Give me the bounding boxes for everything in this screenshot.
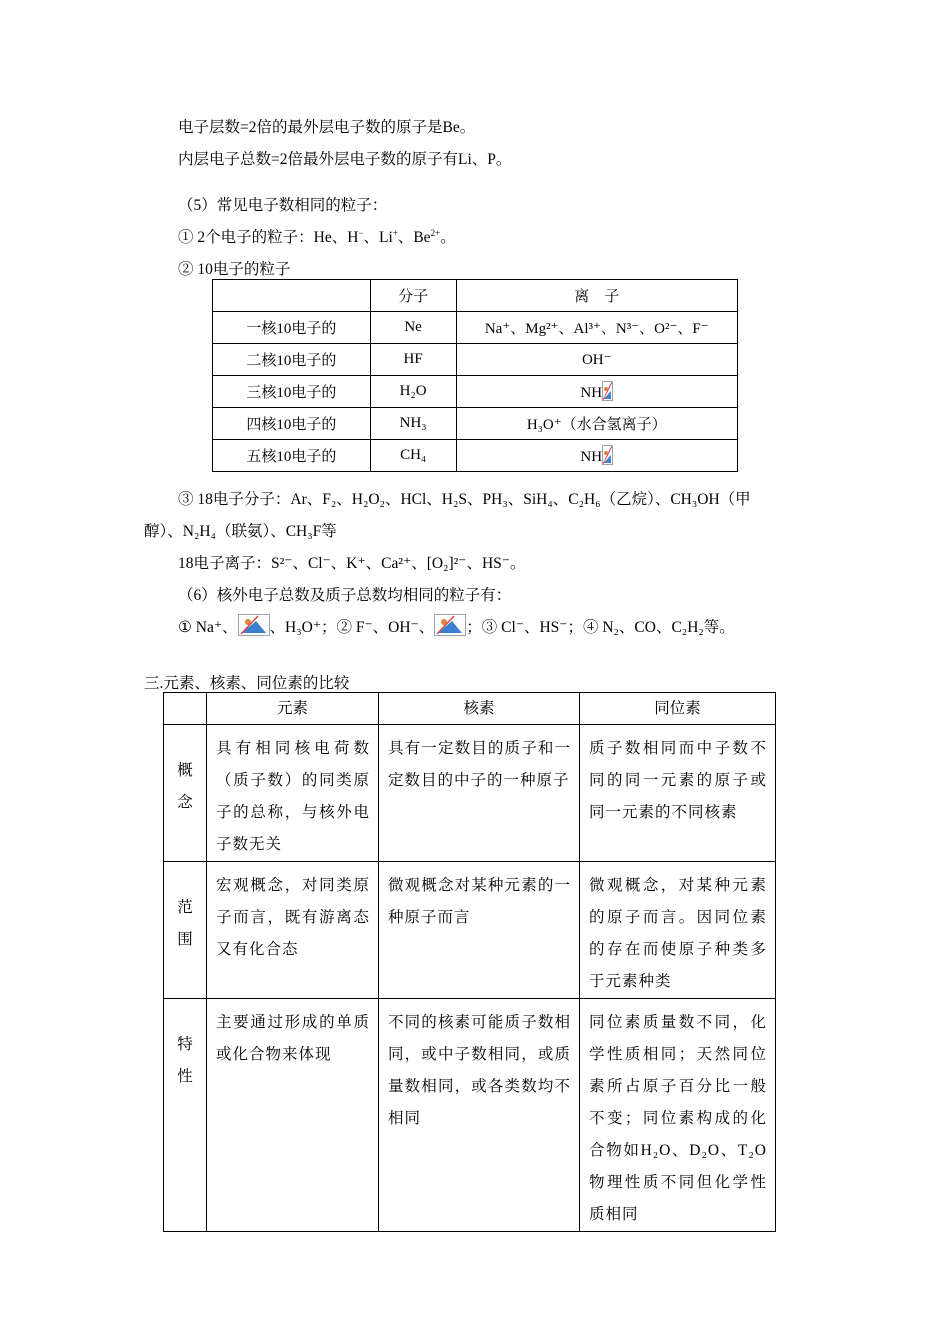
two-e-text-b: 、Li (363, 229, 393, 246)
cell-nuclide: 不同的核素可能质子数相同，或中子数相同，或质量数相同，或各类数均不相同 (379, 999, 580, 1232)
broken-image-icon (602, 445, 613, 465)
row-ions-cell (456, 440, 737, 472)
table-row (164, 725, 776, 862)
same-particles-line (178, 614, 735, 638)
header-isotope: 同位素 (580, 693, 776, 725)
header-ions: 离 子 (456, 280, 737, 312)
header-empty (164, 693, 207, 725)
cell-isotope: 微观概念，对某种元素的原子而言。因同位素的存在而使原子种类多于元素种类 (580, 862, 776, 999)
table-header-row (213, 280, 738, 312)
row-ions: Na⁺、Mg²⁺、Al³⁺、N³⁻、O²⁻、F⁻ (456, 312, 737, 344)
table-row (213, 344, 738, 376)
same-part-3: ；③ Cl⁻、HS⁻；④ N₂、CO、C₂H₂等。 (466, 619, 735, 636)
table-row (213, 408, 738, 440)
row-molecule: HF (370, 344, 456, 376)
cell-isotope: 质子数相同而中子数不同的同一元素的原子或同一元素的不同核素 (580, 725, 776, 862)
e18-line-3: 18电子离子：S²⁻、Cl⁻、K⁺、Ca²⁺、[O₂]²⁻、HS⁻。 (178, 555, 526, 572)
section-3-title: 三.元素、核素、同位素的比较 (144, 675, 350, 692)
row-label-concept (164, 725, 207, 862)
header-nuclide: 核素 (379, 693, 580, 725)
two-e-text-d: 。 (440, 229, 456, 246)
row-label: 二核10电子的 (213, 344, 371, 376)
row-molecule: NH₃ (370, 408, 456, 440)
table-row (164, 999, 776, 1232)
row-ions-cell (456, 376, 737, 408)
table-row (213, 440, 738, 472)
same-part-2: 、H₃O⁺；② F⁻、OH⁻、 (269, 619, 435, 636)
two-e-text-a: ① 2个电子的粒子：He、H (178, 229, 359, 246)
comparison-table (163, 692, 776, 1232)
comparison-header-row (164, 693, 776, 725)
row-label: 三核10电子的 (213, 376, 371, 408)
header-empty (213, 280, 371, 312)
section-5-title: （5）常见电子数相同的粒子： (178, 197, 388, 214)
cell-nuclide: 具有一定数目的质子和一定数目的中子的一种原子 (379, 725, 580, 862)
two-e-sup-minus: − (358, 228, 364, 238)
header-molecule: 分子 (370, 280, 456, 312)
row-molecule: Ne (370, 312, 456, 344)
row-label-text: 概念 (177, 762, 193, 811)
ten-electron-table (212, 279, 738, 472)
same-part-1: ① Na⁺、 (178, 619, 238, 636)
table-row (213, 312, 738, 344)
row-ions: NH (580, 385, 603, 401)
cell-element: 主要通过形成的单质或化合物来体现 (207, 999, 379, 1232)
cell-element: 具有相同核电荷数（质子数）的同类原子的总称，与核外电子数无关 (207, 725, 379, 862)
table-row (164, 862, 776, 999)
ten-electron-title: ② 10电子的粒子 (178, 261, 291, 278)
intro-line-1: 电子层数=2倍的最外层电子数的原子是Be。 (178, 119, 476, 136)
row-molecule: H₂O (370, 376, 456, 408)
header-element: 元素 (207, 693, 379, 725)
e18-line-1: ③ 18电子分子：Ar、F₂、H₂O₂、HCl、H₂S、PH₃、SiH₄、C₂H₆（乙烷）、CH₃OH（甲 (178, 491, 751, 508)
row-label-text: 范围 (177, 899, 193, 948)
row-molecule: CH₄ (370, 440, 456, 472)
two-electron-line (178, 228, 456, 248)
broken-image-icon (602, 381, 613, 401)
row-label-scope (164, 862, 207, 999)
broken-image-icon (238, 614, 270, 636)
row-ions: NH (580, 449, 603, 465)
row-label-text: 特性 (177, 1036, 193, 1085)
table-row (213, 376, 738, 408)
two-e-sup-plus: + (392, 228, 398, 238)
cell-isotope: 同位素质量数不同，化学性质相同；天然同位素所占原子百分比一般不变；同位素构成的化合物如H₂O、D₂O、T₂O物理性质不同但化学性质相同 (580, 999, 776, 1232)
cell-element: 宏观概念，对同类原子而言，既有游离态又有化合态 (207, 862, 379, 999)
broken-image-icon (434, 614, 466, 636)
e18-line-2: 醇）、N₂H₄（联氨）、CH₃F等 (144, 523, 337, 540)
row-label-property (164, 999, 207, 1232)
row-ions: OH⁻ (456, 344, 737, 376)
section-6-title: （6）核外电子总数及质子总数均相同的粒子有： (178, 587, 512, 604)
row-label: 五核10电子的 (213, 440, 371, 472)
row-label: 四核10电子的 (213, 408, 371, 440)
row-label: 一核10电子的 (213, 312, 371, 344)
intro-line-2: 内层电子总数=2倍最外层电子数的原子有Li、P。 (178, 151, 512, 168)
row-ions: H₃O⁺（水合氢离子） (456, 408, 737, 440)
two-e-text-c: 、Be (397, 229, 431, 246)
two-e-sup-2plus: 2+ (430, 228, 441, 238)
cell-nuclide: 微观概念对某种元素的一种原子而言 (379, 862, 580, 999)
